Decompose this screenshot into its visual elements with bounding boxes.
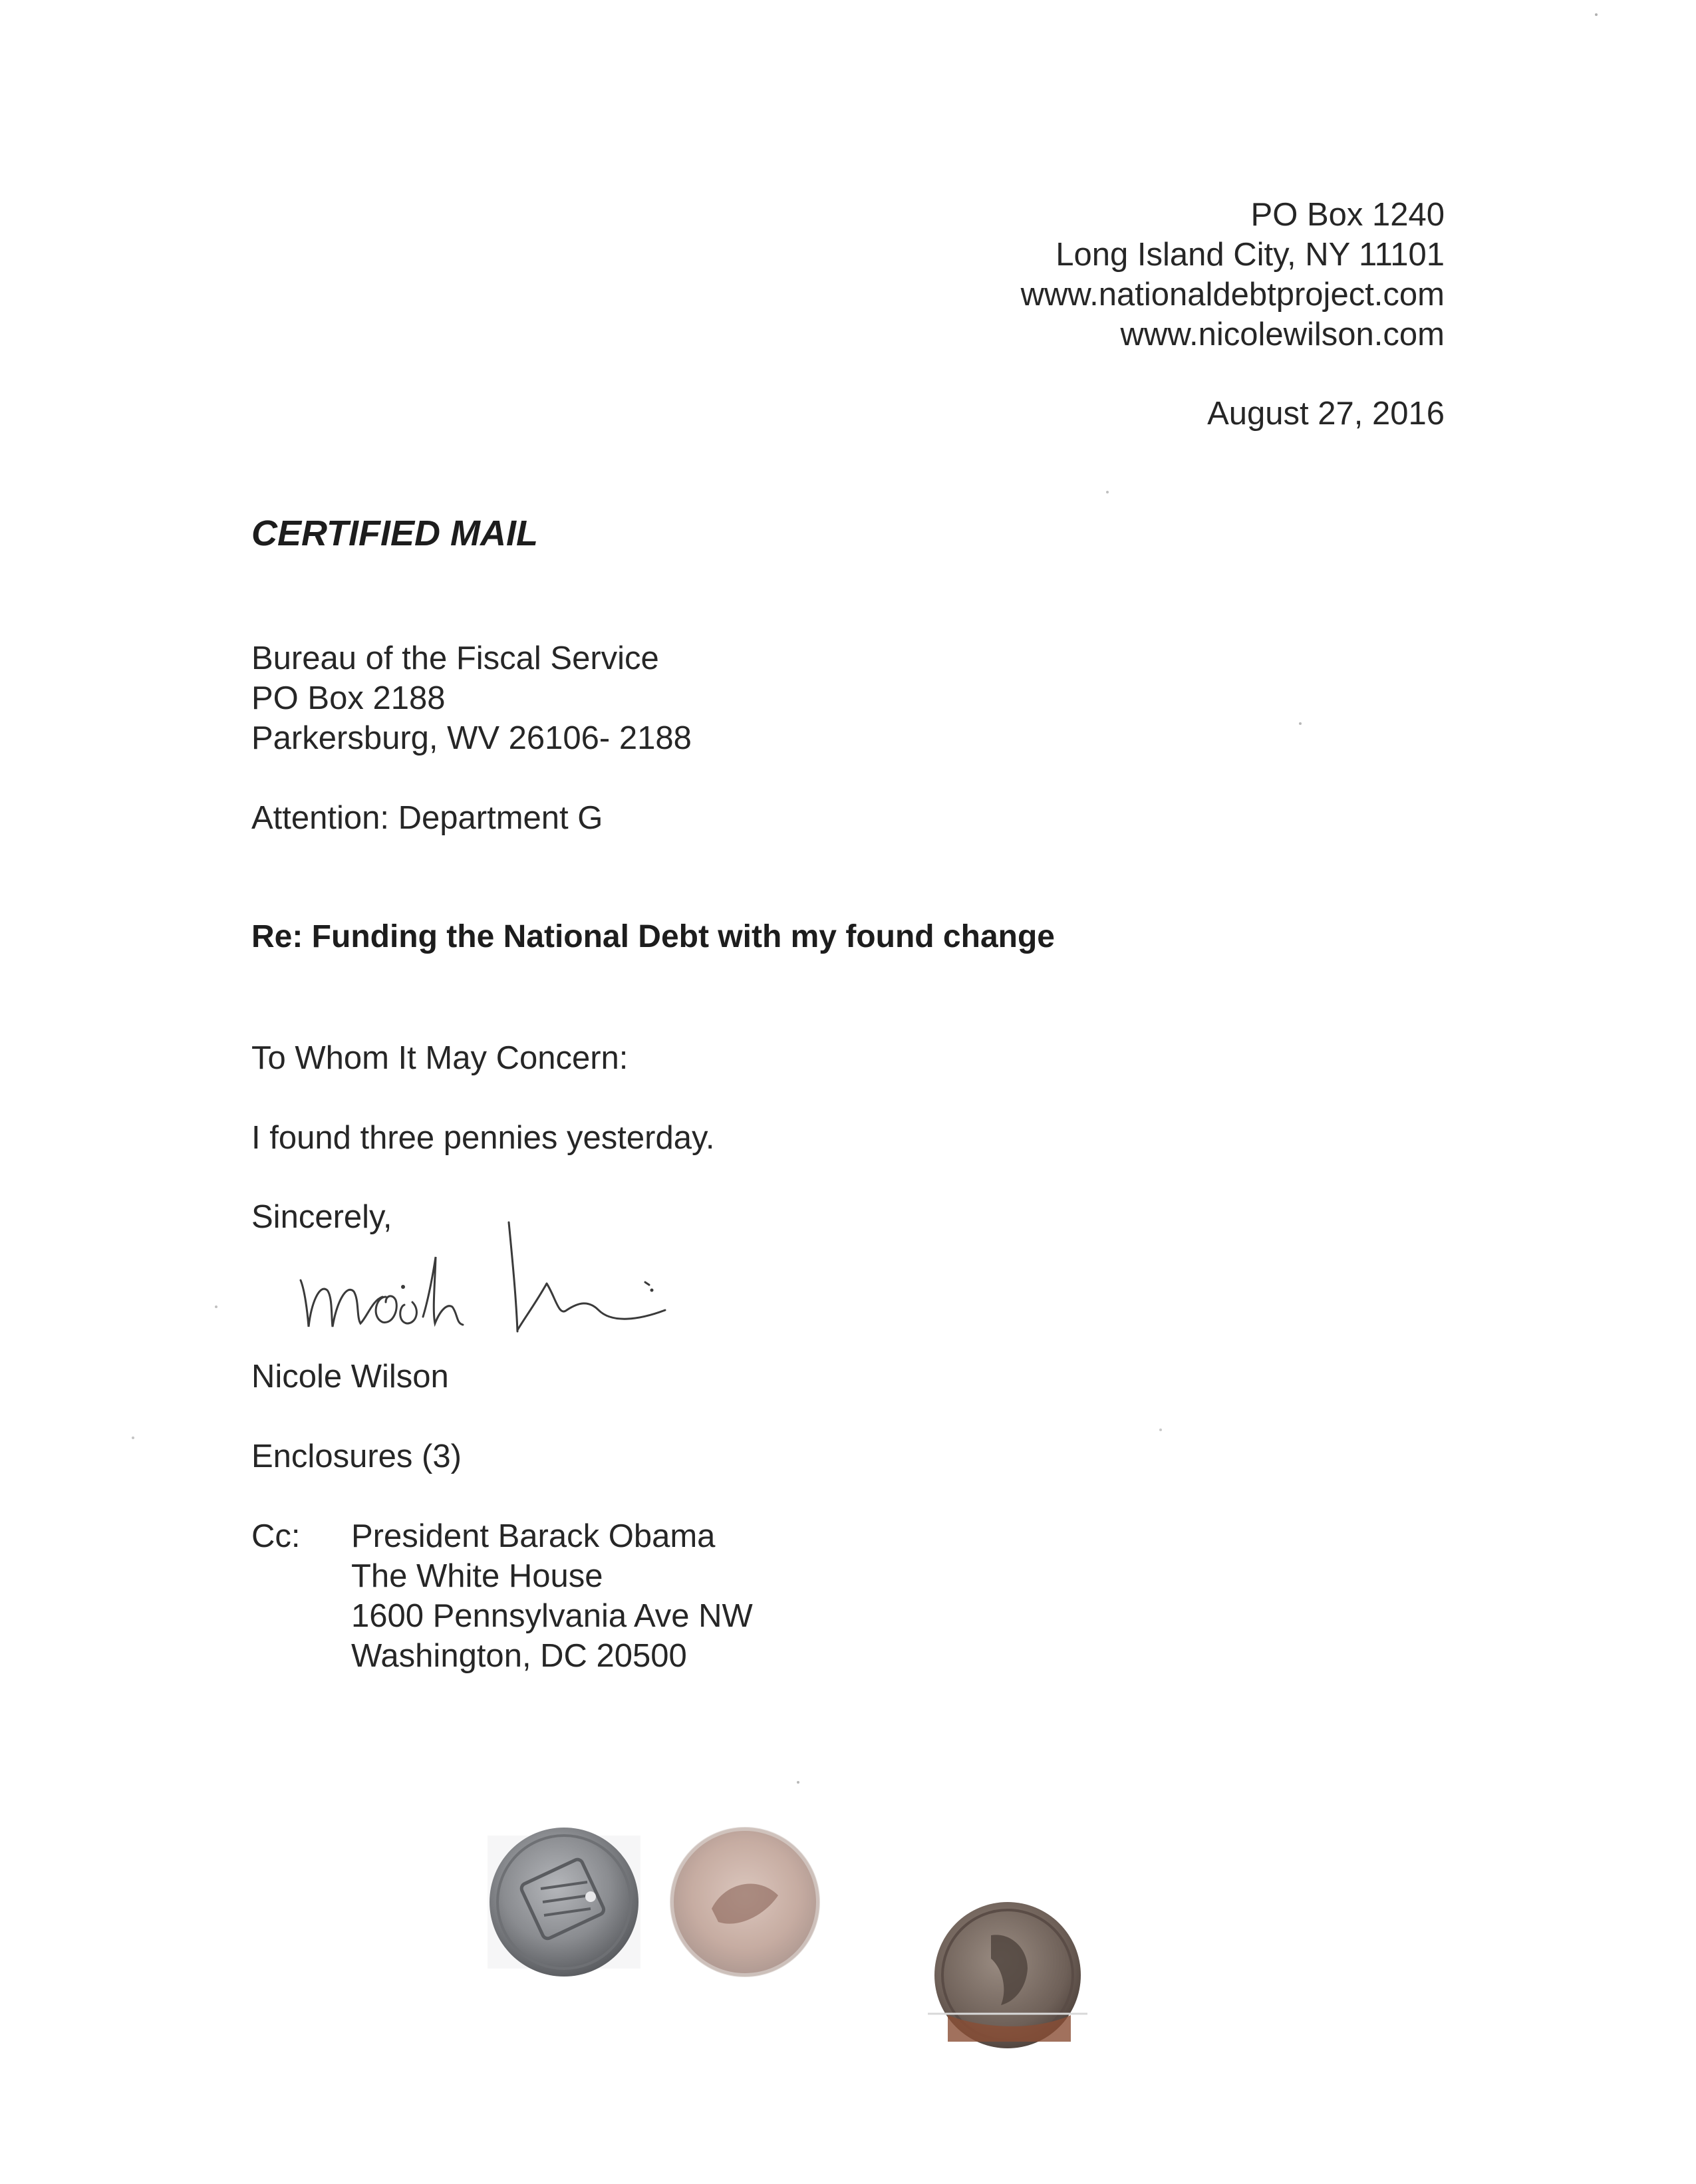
certified-mail-heading: CERTIFIED MAIL [251, 513, 538, 553]
cc-line1: President Barack Obama [351, 1518, 716, 1554]
penny-image-2 [665, 1822, 825, 1982]
signer-name: Nicole Wilson [251, 1359, 449, 1395]
recipient-line2: PO Box 2188 [251, 680, 446, 716]
recipient-line3: Parkersburg, WV 26106- 2188 [251, 720, 692, 756]
attention-line: Attention: Department G [251, 800, 603, 836]
penny-image-3 [928, 1895, 1087, 2055]
subject-line: Re: Funding the National Debt with my found change [251, 919, 1055, 954]
penny-image-1 [484, 1822, 644, 1982]
handwritten-signature [293, 1217, 705, 1337]
letter-body: I found three pennies yesterday. [251, 1120, 715, 1156]
cc-label: Cc: [251, 1518, 301, 1554]
sender-website-1: www.nationaldebtproject.com [1020, 277, 1445, 313]
cc-line4: Washington, DC 20500 [351, 1638, 687, 1674]
letter-date: August 27, 2016 [1207, 396, 1445, 432]
sender-address-line1: PO Box 1240 [1250, 197, 1445, 233]
sender-address-line2: Long Island City, NY 11101 [1056, 237, 1445, 273]
closing: Sincerely, [251, 1199, 392, 1235]
sender-website-2: www.nicolewilson.com [1120, 317, 1445, 352]
salutation: To Whom It May Concern: [251, 1040, 629, 1076]
cc-line2: The White House [351, 1558, 603, 1594]
recipient-line1: Bureau of the Fiscal Service [251, 640, 659, 676]
cc-line3: 1600 Pennsylvania Ave NW [351, 1598, 753, 1634]
enclosures: Enclosures (3) [251, 1438, 462, 1474]
